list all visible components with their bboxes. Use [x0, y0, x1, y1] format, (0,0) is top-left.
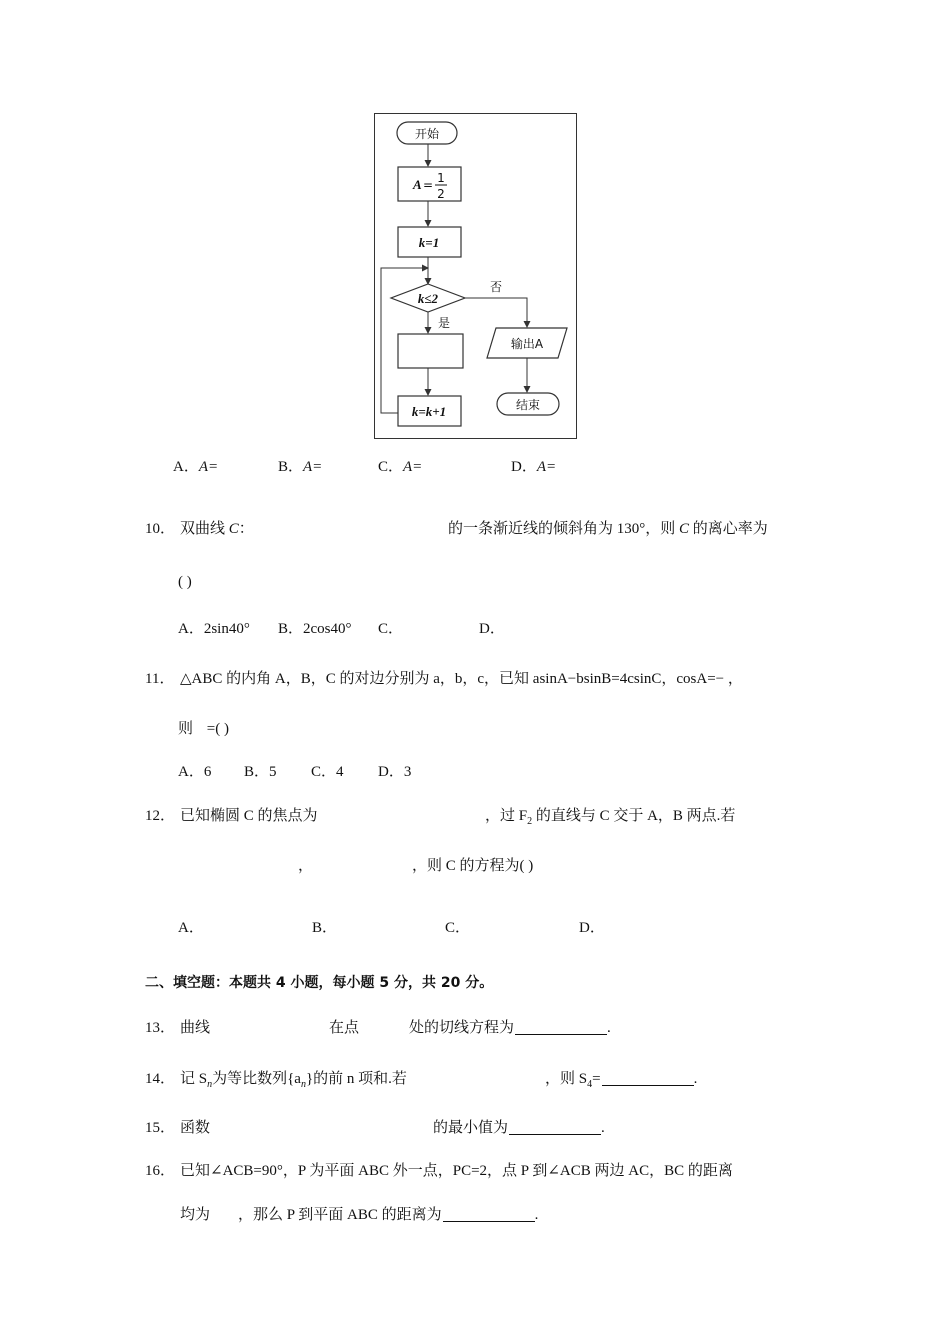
q11-option-c: C．4 [311, 764, 344, 780]
output-label: 输出A [510, 337, 544, 351]
q9-option-a: A．A= [173, 459, 219, 475]
flowchart [374, 113, 577, 439]
q13-text-a: 曲线 [180, 1020, 211, 1036]
init-a-var: A [413, 177, 422, 192]
q12-option-b: B． [312, 920, 338, 936]
empty-process-box [398, 334, 463, 368]
q11-option-d: D．3 [378, 764, 412, 780]
q16-number: 16． [145, 1163, 176, 1179]
q14-number: 14． [145, 1071, 176, 1087]
q11-option-a: A．6 [178, 764, 212, 780]
q11-number: 11． [145, 671, 175, 687]
q12-line2-comma: ， [298, 858, 314, 874]
q13-answer-blank[interactable] [515, 1019, 607, 1035]
update-k-label: k=k+1 [411, 404, 447, 419]
start-label: 开始 [414, 127, 440, 141]
q12-line2-text: ，则 C 的方程为( ) [412, 858, 534, 874]
q14-answer-blank[interactable] [602, 1070, 694, 1086]
q16-answer-blank[interactable] [443, 1206, 535, 1222]
q15-answer-blank[interactable] [509, 1119, 601, 1135]
q10-option-d: D． [479, 621, 505, 637]
flowchart-diagram [375, 114, 578, 440]
q9-option-b: B．A= [278, 459, 323, 475]
q16-stem: 已知∠ACB=90°，P 为平面 ABC 外一点，PC=2，点 P 到∠ACB 两边 AC，BC 的距离 [180, 1163, 733, 1179]
q12-stem-end: ，过 $F_2$ 的直线与 C 交于 A，B 两点.若 [485, 808, 736, 827]
q10-option-c: C． [378, 621, 404, 637]
condition-label: k≤2 [417, 291, 439, 306]
section-heading: 二、填空题：本题共 4 小题，每小题 5 分，共 20 分。 [145, 975, 494, 991]
q15-text-b: 的最小值为 . [433, 1120, 605, 1136]
init-k-label: k=1 [418, 235, 440, 250]
q12-option-a: A． [178, 920, 204, 936]
no-label: 否 [490, 280, 503, 294]
q10-answer-paren: ( ) [178, 574, 192, 590]
q15-text-a: 函数 [180, 1120, 211, 1136]
q15-number: 15． [145, 1120, 176, 1136]
q11-stem: △ABC 的内角 A，B，C 的对边分别为 a，b，c，已知 asinA−bsinB=4csinC，cosA=− ， [180, 671, 743, 687]
q11-option-b: B．5 [244, 764, 277, 780]
q9-option-c: C．A= [378, 459, 423, 475]
init-a-numerator: 1 [437, 171, 445, 185]
q13-text-b: 在点 [329, 1020, 360, 1036]
q10-option-b: B．2cos40° [278, 621, 352, 637]
q10-stem-start: 双曲线 C： [180, 521, 254, 537]
q12-number: 12． [145, 808, 176, 824]
q13-text-c: 处的切线方程为 . [409, 1020, 611, 1036]
q13-number: 13． [145, 1020, 176, 1036]
q12-option-d: D． [579, 920, 605, 936]
init-a-denominator: 2 [437, 187, 445, 201]
q14-text-b: ，则 $S_4=$ . [545, 1071, 698, 1090]
yes-label: 是 [438, 316, 451, 330]
q10-number: 10． [145, 521, 176, 537]
q10-stem-end: 的一条渐近线的倾斜角为 130°，则 C 的离心率为 [448, 521, 768, 537]
q11-stem-line2: 则 =( ) [178, 721, 229, 737]
q14-text-a: 记 $S_n$为等比数列$\{a_n\}$的前 n 项和.若 [180, 1071, 407, 1090]
init-a-eq: = [423, 178, 434, 192]
q16-stem-line2: 均为 ，那么 P 到平面 ABC 的距离为 . [180, 1207, 539, 1223]
q9-option-d: D．A= [511, 459, 557, 475]
q10-option-a: A．2sin40° [178, 621, 250, 637]
q12-option-c: C． [445, 920, 471, 936]
end-label: 结束 [515, 398, 541, 412]
q12-stem-start: 已知椭圆 C 的焦点为 [180, 808, 318, 824]
